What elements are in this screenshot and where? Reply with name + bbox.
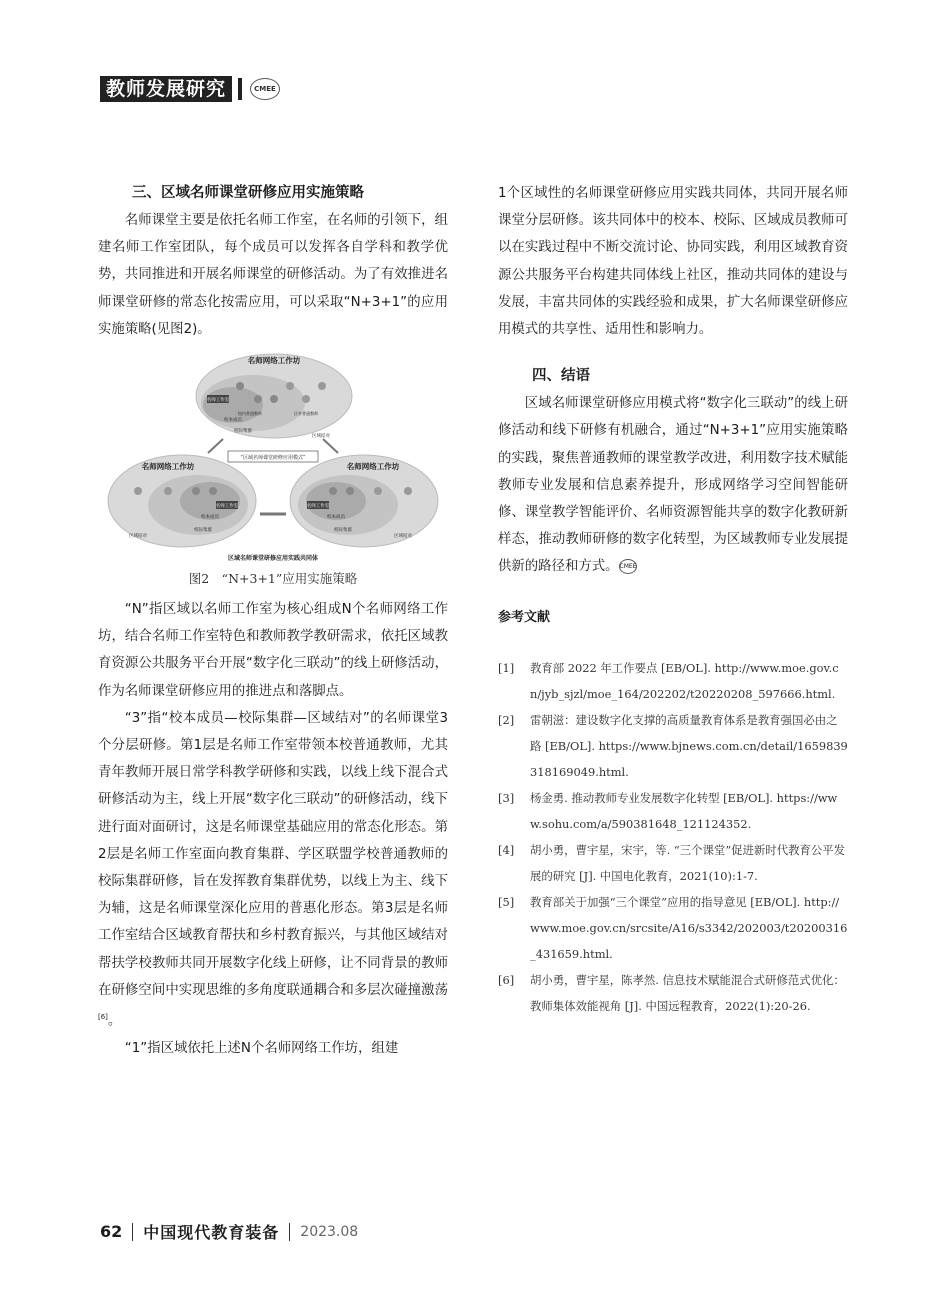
reference-item: [498, 967, 848, 1019]
center-label: “区域名师课堂研修应用模式”: [240, 455, 306, 462]
section-title: 教师发展研究: [100, 76, 232, 102]
person-icon: [302, 395, 310, 403]
left-region-label: 区域结对: [129, 534, 147, 540]
section-heading-4: 四、结语: [532, 368, 590, 385]
reference-item: [498, 655, 848, 707]
top-school-label: 校本成员: [224, 418, 242, 424]
reference-item: [498, 837, 848, 889]
journal-logo-icon: CMEE: [250, 78, 280, 100]
reference-number: [5]: [498, 894, 515, 909]
reference-number: [1]: [498, 660, 515, 675]
reference-text: 雷朝滋：建设数字化支撑的高质量教育体系是教育强国必由之路 [EB/OL]. https://www.bjnews.com.cn/detail/1659839318169049.html.: [530, 712, 848, 779]
paragraph: [98, 705, 448, 1035]
person-icon: [209, 487, 217, 495]
page-number: 62: [100, 1222, 123, 1241]
footer-divider: [289, 1223, 290, 1241]
left-cluster-label: 校际集群: [194, 528, 212, 534]
reference-text: 杨金勇. 推动教师专业发展数字化转型 [EB/OL]. https://www.sohu.com/a/590381648_121124352.: [530, 790, 838, 831]
right-workshop-label: 名师网络工作坊: [346, 462, 400, 472]
paragraph: [498, 390, 848, 580]
arrow-icon: [208, 439, 223, 453]
page-footer: [100, 1220, 358, 1243]
person-icon: [404, 487, 412, 495]
top-outer-teacher-label: 区外普通教师: [294, 411, 318, 417]
right-region-label: 区域结对: [394, 534, 412, 540]
paragraph: “1”指区域依托上述N个名师网络工作坊，组建: [124, 1040, 399, 1056]
person-icon: [192, 487, 200, 495]
citation[interactable]: [6]: [98, 1013, 108, 1022]
journal-name: 中国现代教育装备: [143, 1223, 280, 1242]
paragraph: 名师课堂主要是依托名师工作室，在名师的引领下，组建名师工作室团队，每个成员可以发挥各自学科和教学优势，共同推进和开展名师课堂的研修活动。为了有效推进名师课堂研修的常态化按需应用，可以采取“N+3+1”的应用实施策略(见图2)。: [98, 213, 448, 337]
arrow-icon: [323, 439, 338, 453]
paragraph-text: “3”指“校本成员—校际集群—区域结对”的名师课堂3个分层研修。第1层是名师工作室带领本校普通教师，尤其青年教师开展日常学科教学研修和实践，以线上线下混合式研修活动为主，线上开展“数字化三联动”的研修活动，线下进行面对面研讨，这是名师课堂基础应用的常态化形态。第2层是名师工作室面向教育集群、学区联盟学校普通教师的校际集群研修，旨在发挥教育集群优势，以线上为主、线下为辅，这是名师课堂深化应用的普惠化形态。第3层是名师工作室结合区域教育帮扶和乡村教育振兴，与其他区域结对帮扶学校教师共同开展数字化线上研修，让不同背景的教师在研修空间中实现思维的多角度联通耦合和多层次碰撞激荡: [98, 710, 448, 998]
paragraph-end: 。: [107, 1013, 122, 1029]
reference-number: [6]: [498, 972, 515, 987]
reference-number: [2]: [498, 712, 515, 727]
section-heading-3: 三、区域名师课堂研修应用实施策略: [132, 185, 364, 201]
reference-number: [4]: [498, 842, 515, 857]
right-studio-label: 名师工作室: [306, 504, 330, 510]
issue-date: 2023.08: [300, 1223, 359, 1240]
right-column: [498, 180, 848, 1019]
top-workshop-label: 名师网络工作坊: [247, 356, 301, 366]
reference-text: 胡小勇，曹宇星，宋宇，等. “三个课堂”促进新时代教育公平发展的研究 [J]. 中国电化教育，2021(10):1-7.: [530, 842, 846, 883]
running-header: [100, 76, 280, 102]
references-heading: 参考文献: [498, 609, 551, 625]
paragraph-text: 区域名师课堂研修应用模式将“数字化三联动”的线上研修活动和线下研修有机融合，通过“N+3+1”应用实施策略的实践，聚焦普通教师的课堂教学改进，利用数字技术赋能教师专业发展和信息素养提升，形成网络学习空间智能研修、课堂教学智能评价、名师资源智能共享的数字化教研新样态，推动教师研修的数字化转型，为区域教师专业发展提供新的路径和方式。: [498, 396, 848, 575]
end-mark-icon: CMEE: [619, 559, 637, 574]
person-icon: [134, 487, 142, 495]
top-teacher-label: 校内普通教师: [238, 411, 262, 417]
top-studio-label: 名师工作室: [206, 398, 230, 404]
reference-item: [498, 889, 848, 967]
figure-diagram: [98, 351, 448, 566]
left-studio-label: 名师工作室: [215, 504, 239, 510]
left-workshop-label: 名师网络工作坊: [141, 462, 195, 472]
reference-text: 胡小勇，曹宇星，陈孝然. 信息技术赋能混合式研修范式优化：教师集体效能视角 [J]. 中国远程教育，2022(1):20-26.: [530, 972, 845, 1013]
person-icon: [346, 487, 354, 495]
person-icon: [236, 382, 244, 390]
paragraph: 1个区域性的名师课堂研修应用实践共同体，共同开展名师课堂分层研修。该共同体中的校本、校际、区域成员教师可以在实践过程中不断交流讨论、协同实践，利用区域教育资源公共服务平台构建共同体线上社区，推动共同体的建设与发展，丰富共同体的实践经验和成果，扩大名师课堂研修应用模式的共享性、适用性和影响力。: [498, 186, 848, 338]
paragraph: “N”指区域以名师工作室为核心组成N个名师网络工作坊，结合名师工作室特色和教师教学教研需求，依托区域教育资源公共服务平台开展“数字化三联动”的线上研修活动，作为名师课堂研修应用的推进点和落脚点。: [98, 602, 448, 699]
reference-text: 教育部关于加强“三个课堂”应用的指导意见 [EB/OL]. http://www.moe.gov.cn/srcsite/A16/s3342/202003/t20200316_431659.html.: [530, 894, 848, 961]
person-icon: [254, 395, 262, 403]
left-school-label: 校本成员: [201, 515, 219, 521]
person-icon: [318, 382, 326, 390]
figure-2: [98, 351, 448, 596]
reference-number: [3]: [498, 790, 515, 805]
person-icon: [374, 487, 382, 495]
top-cluster-label: 校际集群: [234, 429, 252, 435]
community-label: 区域名师课堂研修应用实践共同体: [227, 555, 319, 563]
person-icon: [286, 382, 294, 390]
reference-item: [498, 707, 848, 785]
reference-text: 教育部 2022 年工作要点 [EB/OL]. http://www.moe.gov.cn/jyb_sjzl/moe_164/202202/t20220208_597666.html.: [530, 660, 839, 701]
top-region-label: 区域结对: [312, 434, 330, 440]
right-school-label: 校本成员: [327, 515, 345, 521]
reference-item: [498, 785, 848, 837]
person-icon: [270, 395, 278, 403]
header-divider: [238, 78, 242, 100]
footer-divider: [132, 1223, 133, 1241]
right-cluster-label: 校际集群: [334, 528, 352, 534]
figure-caption: 图2 “N+3+1”应用实施策略: [188, 571, 358, 587]
person-icon: [164, 487, 172, 495]
reference-list: [498, 655, 848, 1019]
person-icon: [329, 487, 337, 495]
left-column: [98, 180, 448, 1062]
